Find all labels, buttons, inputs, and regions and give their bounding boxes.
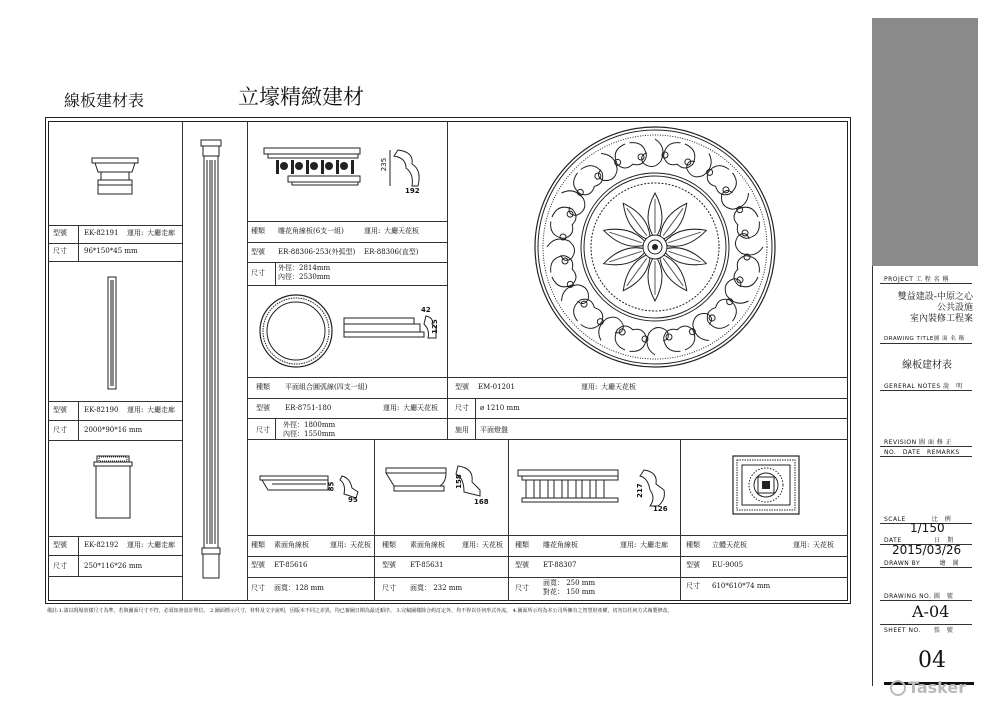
er8751-dim-h: 125 [430, 319, 439, 334]
eu9005-model-key: 型號 [686, 561, 700, 569]
strip-drawing [106, 277, 120, 392]
dentil-cornice-drawing [516, 466, 676, 518]
divider [447, 121, 448, 439]
project-line-2: 公共設施 [936, 303, 973, 313]
et85631-size: 面寬： 232 mm [410, 584, 463, 592]
et85616-dim-w: 95 [348, 496, 358, 504]
er88306-dim-h: 235 [380, 157, 389, 172]
em01201-model-key: 型號 [455, 383, 469, 391]
eu9005-kind: 立體天花板 [712, 541, 747, 549]
title-block-logo-area [872, 18, 978, 266]
et85631-use: 天花板 [482, 541, 503, 549]
et85616-size: 面寬：128 mm [274, 584, 324, 592]
date-value: 2015/03/26 [892, 543, 962, 557]
ek82190-size-key: 尺寸 [53, 426, 67, 434]
et85616-model: ET-85616 [274, 561, 308, 569]
scale-label: SCALE 比 例 [884, 516, 952, 523]
project-line-1: 雙益建設-中原之心 [897, 292, 973, 302]
general-notes-label: GERERAL NOTES 說 明 [884, 383, 963, 390]
er88307-use-key: 運用: [620, 541, 637, 549]
er88307-side: 對花： 150 mm [543, 588, 596, 596]
et85631-use-key: 運用: [462, 541, 479, 549]
er88306-model-key: 型號 [251, 248, 265, 256]
er88307-model-key: 型號 [515, 561, 529, 569]
er8751-model-key: 型號 [256, 404, 270, 412]
em01201-apply-key: 施用 [455, 426, 469, 434]
er8751-outer: 外徑：1800mm [283, 421, 336, 429]
page-title: 線板建材表 [64, 91, 145, 110]
date-label: DATE 日 期 [884, 537, 954, 544]
sheet-no: 04 [918, 648, 946, 673]
er8751-dim-w: 42 [421, 306, 431, 314]
ek82191-model-key: 型號 [53, 229, 67, 237]
er88306-use-key: 運用: [364, 227, 381, 235]
drawn-by-label: DRAWN BY 繪 圖 [884, 560, 960, 567]
et85616-model-key: 型號 [251, 561, 265, 569]
em01201-size: ø 1210 mm [480, 404, 520, 412]
er88307-model: ET-88307 [543, 561, 577, 569]
er88307-face: 面寬： 250 mm [543, 579, 596, 587]
ek82192-size: 250*116*26 mm [84, 562, 143, 570]
ek82192-model: EK-82192 [84, 541, 119, 549]
revision-label: REVISION 圖 面 修 正 [884, 439, 953, 446]
em01201-apply: 平面燈盤 [480, 426, 508, 434]
er88307-use: 大廳走廊 [640, 541, 668, 549]
et85616-use: 天花板 [350, 541, 371, 549]
pedestal-drawing [94, 456, 134, 521]
et85616-dim-h: 85 [327, 481, 336, 492]
et85631-kind-key: 種類 [382, 541, 396, 549]
ek82190-use: 大廳走廊 [147, 406, 175, 414]
capital-drawing [92, 158, 142, 198]
ek82192-use-key: 運用: [127, 541, 144, 549]
eu9005-use: 天花板 [813, 541, 834, 549]
drawing-title: 線板建材表 [902, 360, 952, 371]
revision-columns: NO. DATE REMARKS [884, 449, 960, 456]
er88306-model-b: ER-88306(直型) [364, 248, 419, 256]
er88306-kind-key: 種類 [251, 227, 265, 235]
er88307-size-key: 尺寸 [515, 584, 529, 592]
tasker-logo-icon [890, 680, 906, 696]
ceiling-tile-drawing [732, 455, 802, 517]
er88306-kind: 雕花角線板(6支一組) [278, 227, 344, 235]
eu9005-use-key: 運用: [793, 541, 810, 549]
et85631-dim-h: 158 [454, 474, 463, 489]
ek82190-model-key: 型號 [53, 406, 67, 414]
er88306-use: 大廳天花板 [384, 227, 419, 235]
ek82191-model: EK-82191 [84, 229, 119, 237]
er8751-model: ER-8751-180 [285, 404, 332, 412]
eu9005-size: 610*610*74 mm [712, 582, 771, 590]
er8751-size-key: 尺寸 [256, 426, 270, 434]
drawing-no: A-04 [912, 602, 950, 621]
ek82191-size-key: 尺寸 [53, 247, 67, 255]
ek82190-use-key: 運用: [127, 406, 144, 414]
et85631-size-key: 尺寸 [382, 584, 396, 592]
et85616-use-key: 運用: [330, 541, 347, 549]
ek82191-use-key: 運用: [127, 229, 144, 237]
er8751-use-key: 運用: [383, 404, 400, 412]
ek82192-use: 大廳走廊 [147, 541, 175, 549]
er8751-kind-key: 種類 [256, 383, 270, 391]
divider [182, 121, 183, 601]
ek82190-size: 2000*90*16 mm [84, 426, 143, 434]
project-line-3: 室內裝修工程案 [909, 314, 973, 324]
er88306-size-key: 尺寸 [251, 269, 265, 277]
drawing-title-label: DRAWING TITLE圖 面 名 稱 [884, 336, 965, 342]
em01201-use: 大廳天花板 [601, 383, 636, 391]
et85631-dim-w: 168 [474, 498, 489, 506]
em01201-size-key: 尺寸 [455, 404, 469, 412]
footnote: 備註:1.請以現場放樣尺寸為準，若與圖面尺寸不符，必須知會設計單位。 2.圖面標示尺寸，材料及文字說明，因版本不同之差異，均已審圖日期為最近順序。 3.完稿圖樣除合約訂定外，均不得以任何形式外流。 4.圖面所示均為本公司所擁有之智慧財產權，切勿以任何方式複製修改。 [47, 608, 673, 614]
er88306-dim-w: 192 [405, 187, 420, 195]
er88306-outer: 外徑：2814mm [278, 264, 331, 272]
eu9005-kind-key: 種類 [686, 541, 700, 549]
et85616-kind-key: 種類 [251, 541, 265, 549]
eu9005-size-key: 尺寸 [686, 582, 700, 590]
eu9005-model: EU-9005 [712, 561, 744, 569]
divider [247, 439, 848, 440]
et85631-model-key: 型號 [382, 561, 396, 569]
er8751-inner: 內徑：1550mm [283, 430, 336, 438]
er88307-dim-h: 217 [635, 483, 644, 498]
er88306-model-a: ER-88306-253(外弧型) [278, 248, 356, 256]
ring-molding-drawing [256, 292, 446, 374]
ek82190-model: EK-82190 [84, 406, 119, 414]
company-title: 立壕精緻建材 [238, 85, 364, 109]
et85631-kind: 素面角線板 [410, 541, 445, 549]
er8751-use: 大廳天花板 [403, 404, 438, 412]
watermark: Tasker [908, 678, 967, 697]
er88307-kind-key: 種類 [515, 541, 529, 549]
divider [247, 121, 248, 601]
em01201-model: EM-01201 [478, 383, 515, 391]
er88307-dim-w: 126 [653, 505, 668, 513]
column-drawing [198, 140, 228, 580]
ek82191-use: 大廳走廊 [147, 229, 175, 237]
ceiling-medallion-drawing [533, 122, 777, 372]
ek82192-size-key: 尺寸 [53, 562, 67, 570]
er88306-inner: 內徑：2530mm [278, 273, 331, 281]
sheet-no-label: SHEET NO. 張 號 [884, 627, 954, 634]
em01201-use-key: 運用: [581, 383, 598, 391]
ek82191-size: 96*150*45 mm [84, 247, 138, 255]
ek82192-model-key: 型號 [53, 541, 67, 549]
er88307-kind: 雕花角線板 [543, 541, 578, 549]
project-label: PROJECT 工 程 名 稱 [884, 276, 950, 283]
er8751-kind: 平面組合圓弧線(四支一組) [285, 383, 368, 391]
scale-value: 1/150 [910, 521, 945, 535]
et85616-size-key: 尺寸 [251, 584, 265, 592]
et85616-kind: 素面角線板 [274, 541, 309, 549]
et85631-model: ET-85631 [410, 561, 444, 569]
drawing-no-label: DRAWING NO. 圖 號 [884, 593, 954, 600]
